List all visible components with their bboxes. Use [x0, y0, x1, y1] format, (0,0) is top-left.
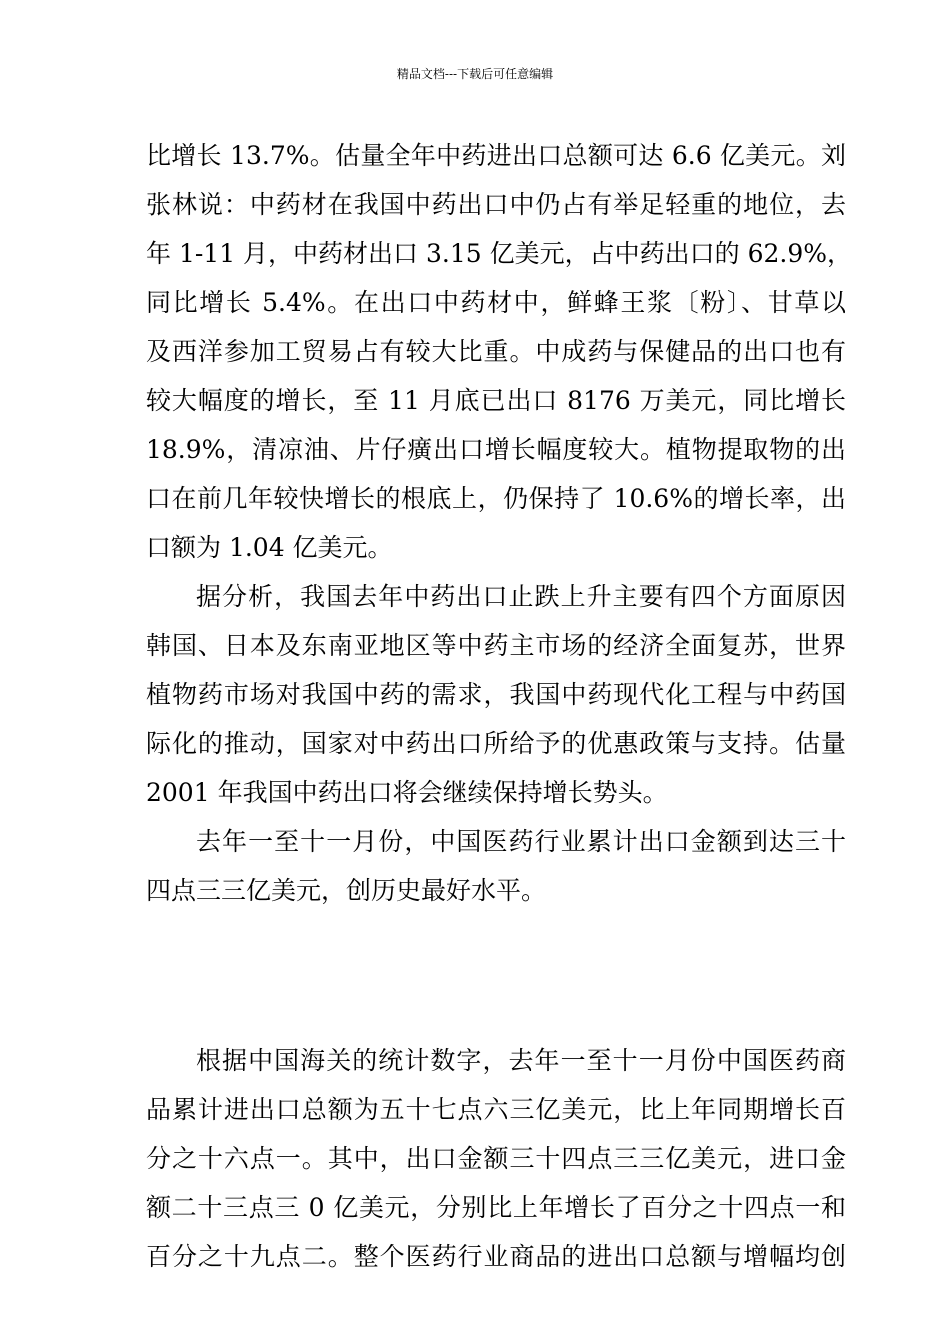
paragraph-analysis	[146, 572, 846, 817]
paragraph-customs-statistics	[146, 1036, 846, 1281]
text-line: 植物药市场对我国中药的需求，我国中药现代化工程与中药国	[146, 680, 846, 709]
text-line: 分之十六点一。其中，出口金额三十四点三三亿美元，进口金	[146, 1144, 846, 1173]
text-line: 韩国、日本及东南亚地区等中药主市场的经济全面复苏，世界	[146, 631, 846, 660]
paragraph-export-details	[146, 131, 852, 572]
text-line: 际化的推动，国家对中药出口所给予的优惠政策与支持。估量	[146, 729, 846, 758]
text-line: 同比增长 5.4%。在出口中药材中，鲜蜂王浆〔粉〕、甘草以	[146, 288, 846, 317]
text-line: 根据中国海关的统计数字，去年一至十一月份中国医药商	[196, 1046, 846, 1075]
document-body-top	[146, 131, 852, 915]
page-header: 精品文档---下载后可任意编辑	[396, 67, 554, 81]
text-line: 2001 年我国中药出口将会继续保持增长势头。	[146, 778, 668, 807]
text-line: 及西洋参加工贸易占有较大比重。中成药与保健品的出口也有	[146, 337, 846, 366]
text-line: 年 1-11 月，中药材出口 3.15 亿美元，占中药出口的 62.9%，	[146, 239, 852, 268]
text-line: 张林说：中药材在我国中药出口中仍占有举足轻重的地位，去	[146, 190, 846, 219]
text-line: 品累计进出口总额为五十七点六三亿美元，比上年同期增长百	[146, 1095, 846, 1124]
text-line: 18.9%，清凉油、片仔癀出口增长幅度较大。植物提取物的出	[146, 435, 846, 464]
text-line: 口额为 1.04 亿美元。	[146, 533, 393, 562]
text-line: 较大幅度的增长，至 11 月底已出口 8176 万美元，同比增长	[146, 386, 846, 415]
text-line: 比增长 13.7%。估量全年中药进出口总额可达 6.6 亿美元。刘	[146, 141, 846, 170]
text-line: 口在前几年较快增长的根底上，仍保持了 10.6%的增长率，出	[146, 484, 846, 513]
paragraph-export-total	[146, 817, 846, 915]
text-line: 去年一至十一月份，中国医药行业累计出口金额到达三十	[196, 827, 846, 856]
text-line: 据分析，我国去年中药出口止跌上升主要有四个方面原因	[196, 582, 846, 611]
text-line: 百分之十九点二。整个医药行业商品的进出口总额与增幅均创	[146, 1242, 846, 1271]
document-body-bottom	[146, 1036, 846, 1281]
text-line: 额二十三点三 0 亿美元，分别比上年增长了百分之十四点一和	[146, 1193, 846, 1222]
text-line: 四点三三亿美元，创历史最好水平。	[146, 876, 547, 905]
